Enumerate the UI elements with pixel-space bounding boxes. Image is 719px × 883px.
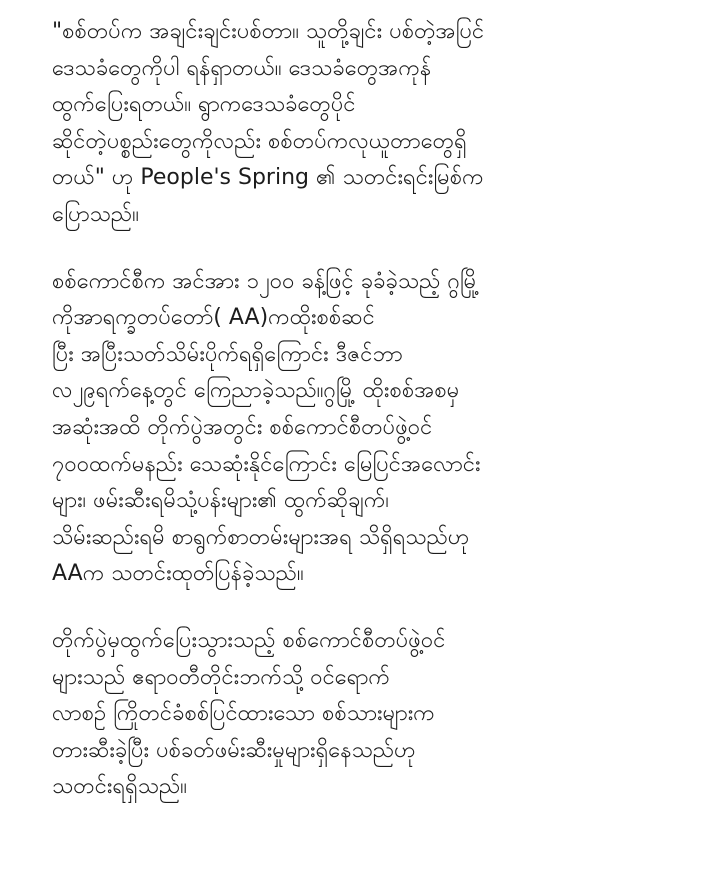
paragraph-retreat bbox=[52, 623, 692, 806]
text-line: သိမ်းဆည်းရမိ စာရွက်စာတမ်းများအရ သိရှိရသည်ဟု bbox=[52, 524, 470, 550]
text-line: ၇၀၀ထက်မနည်း သေဆုံးနိုင်ကြောင်း မြေပြင်အလောင်း bbox=[52, 451, 481, 477]
text-line: အဆုံးအထိ တိုက်ပွဲအတွင်း စစ်ကောင်စီတပ်ဖွဲ့ဝင် bbox=[52, 414, 433, 440]
text-line: တယ်" ဟု People's Spring ၏ သတင်းရင်းမြစ်က bbox=[52, 165, 484, 191]
text-line: ဆိုင်တဲ့ပစ္စည်းတွေကိုလည်း စစ်တပ်ကလုယူတာတွေရှိ bbox=[52, 128, 467, 154]
text-line: များ၊ ဖမ်းဆီးရမိသုံ့ပန်းများ၏ ထွက်ဆိုချက်၊ bbox=[52, 488, 389, 514]
text-line: AAက သတင်းထုတ်ပြန်ခဲ့သည်။ bbox=[52, 561, 304, 587]
text-line: တိုက်ပွဲမှထွက်ပြေးသွားသည့် စစ်ကောင်စီတပ်ဖွဲ့ဝင် bbox=[52, 627, 446, 653]
text-line: ဒေသခံတွေကိုပါ ရန်ရှာတယ်။ ဒေသခံတွေအကုန် bbox=[52, 55, 432, 81]
text-line: ပြီး အပြီးသတ်သိမ်းပိုက်ရရှိကြောင်း ဒီဇင်ဘာ bbox=[52, 341, 403, 367]
text-line: လာစဉ် ကြိုတင်ခံစစ်ပြင်ထားသော စစ်သားများက bbox=[52, 701, 435, 727]
paragraph-quote bbox=[52, 14, 692, 234]
text-line: ထွက်ပြေးရတယ်။ ရွာကဒေသခံတွေပိုင် bbox=[52, 92, 356, 118]
text-line: "စစ်တပ်က အချင်းချင်းပစ်တာ။ သူတို့ချင်း ပစ်တဲ့အပြင် bbox=[52, 19, 485, 44]
article-body bbox=[52, 14, 692, 836]
text-line: များသည် ဧရာဝတီတိုင်းဘက်သို့ ဝင်ရောက် bbox=[52, 664, 390, 690]
text-line: လ၂၉ရက်နေ့တွင် ကြေညာခဲ့သည်။ဂွမြို့ ထိုးစစ်အစမှ bbox=[52, 378, 460, 404]
text-line: စစ်ကောင်စီက အင်အား ၁၂၀၀ ခန့်ဖြင့် ခုခံခဲ့သည့် ဂွမြို့ bbox=[52, 268, 480, 294]
text-line: ပြောသည်။ bbox=[52, 201, 139, 227]
text-line: ကိုအာရက္ခတပ်တော်( AA)ကထိုးစစ်ဆင် bbox=[52, 305, 375, 331]
text-line: သတင်းရရှိသည်။ bbox=[52, 774, 187, 800]
paragraph-battle-report bbox=[52, 264, 692, 593]
text-line: တားဆီးခဲ့ပြီး ပစ်ခတ်ဖမ်းဆီးမှုများရှိနေသည်ဟု bbox=[52, 737, 416, 763]
